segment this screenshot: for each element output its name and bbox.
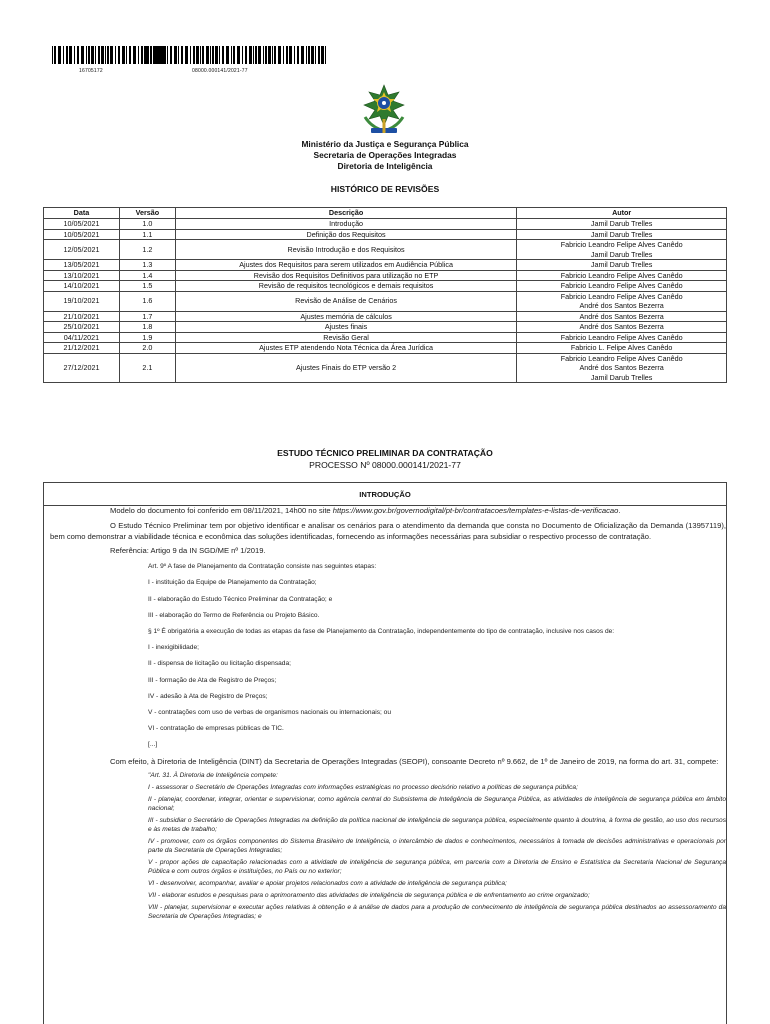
intro-text-end: . <box>618 506 621 515</box>
article-31-line: VI - desenvolver, acompanhar, avaliar e apoiar projetos relacionados com a atividade de inteligência de segurança pública; <box>148 880 507 888</box>
description-cell: Revisão Geral <box>175 332 516 343</box>
secretariat-name: Secretaria de Operações Integradas <box>313 150 457 160</box>
introduction-heading: INTRODUÇÃO <box>44 483 726 506</box>
table-row <box>44 240 727 260</box>
author-cell <box>517 240 727 260</box>
date-cell: 13/10/2021 <box>44 270 120 281</box>
revision-history-body <box>44 219 727 383</box>
author-name: André dos Santos Bezerra <box>579 311 664 321</box>
description-cell: Revisão Introdução e dos Requisitos <box>175 240 516 260</box>
article-31-line: "Art. 31. À Diretoria de Inteligência compete: <box>148 772 278 780</box>
author-cell <box>517 270 727 281</box>
author-cell <box>517 229 727 240</box>
table-row <box>44 291 727 311</box>
article-31-quote <box>50 771 726 921</box>
description-cell: Ajustes Finais do ETP versão 2 <box>175 353 516 382</box>
author-name: Jamil Darub Trelles <box>590 249 653 259</box>
date-cell: 19/10/2021 <box>44 291 120 311</box>
template-link[interactable]: https://www.gov.br/governodigital/pt-br/contratacoes/templates-e-listas-de-verificacao <box>332 506 619 515</box>
description-cell: Revisão de Análise de Cenários <box>175 291 516 311</box>
version-cell: 1.2 <box>119 240 175 260</box>
article-9-line: III - formação de Ata de Registro de Preços; <box>148 676 277 684</box>
version-cell: 1.4 <box>119 270 175 281</box>
ministry-name: Ministério da Justiça e Segurança Pública <box>301 139 469 149</box>
barcode-left-number: 16705172 <box>79 68 103 74</box>
table-row <box>44 260 727 271</box>
intro-paragraph-objective: O Estudo Técnico Preliminar tem por objetivo identificar e analisar os cenários para o atendimento da demanda que consta no Documento de Oficialização da Demanda (13957119), bem como demonstrar a viabilidade técnica e econômica das soluções identificadas, fornecendo as informações necessárias para subsidiar o respectivo processo de contratação. <box>50 520 726 541</box>
author-name: Jamil Darub Trelles <box>590 219 653 228</box>
article-9-line: IV - adesão à Ata de Registro de Preços; <box>148 692 268 700</box>
article-31-line: II - planejar, coordenar, integrar, orientar e supervisionar, como agência central do Subsistema de Inteligência de Segurança Pública, as atividades de inteligência de segurança pública em âmbito nacional; <box>148 796 726 813</box>
revision-history-table <box>43 207 727 383</box>
author-name: André dos Santos Bezerra <box>579 322 664 332</box>
version-cell: 1.3 <box>119 260 175 271</box>
date-cell: 10/05/2021 <box>44 229 120 240</box>
description-cell: Ajustes memória de cálculos <box>175 311 516 322</box>
history-title: HISTÓRICO DE REVISÕES <box>330 184 440 194</box>
article-31-line: IV - promover, com os órgãos componentes do Sistema Brasileiro de Inteligência, o intercâmbio de dados e conhecimentos, necessários à tomada de decisões administrativas e operacionais por parte da Secretaria de Operações Integradas; <box>148 838 726 855</box>
article-31-line: VII - elaborar estudos e pesquisas para o aprimoramento das atividades de inteligência de segurança pública e de enfrentamento ao crime organizado; <box>148 891 590 899</box>
article-9-line: III - elaboração do Termo de Referência ou Projeto Básico. <box>148 611 320 619</box>
introduction-body <box>50 506 726 924</box>
author-name: Fabricio Leandro Felipe Alves Canêdo <box>560 332 683 342</box>
author-cell <box>517 343 727 354</box>
date-cell: 14/10/2021 <box>44 281 120 292</box>
column-header: Autor <box>517 208 727 219</box>
table-row <box>44 270 727 281</box>
column-header: Versão <box>119 208 175 219</box>
article-9-line: § 1º É obrigatória a execução de todas as etapas da fase de Planejamento da Contratação, independentemente do tipo de contratação, inclusive nos casos de: <box>148 628 615 635</box>
description-cell: Introdução <box>175 219 516 230</box>
table-row <box>44 332 727 343</box>
article-31-line: I - assessorar o Secretário de Operações Integradas com informações estratégicas no processo decisório relativo a políticas de segurança pública; <box>148 784 578 792</box>
description-cell: Definição dos Requisitos <box>175 229 516 240</box>
article-31-line: VIII - planejar, supervisionar e executar ações relativas à obtenção e à análise de dados para a produção de conhecimento de inteligência de segurança pública destinados ao assessoramento da Secretaria de Operações Integradas; e <box>148 903 726 920</box>
author-cell <box>517 322 727 333</box>
date-cell: 12/05/2021 <box>44 240 120 260</box>
article-31-line: V - propor ações de capacitação relacionadas com a atividade de inteligência de segurança pública, em parceria com a Diretoria de Ensino e Estatística da Secretaria Nacional de Segurança Pública e com outros órgãos e instituições, no País ou no exterior; <box>148 859 726 876</box>
description-cell: Revisão dos Requisitos Definitivos para utilização no ETP <box>175 270 516 281</box>
article-9-line: Art. 9º A fase de Planejamento da Contratação consiste nas seguintes etapas: <box>148 563 377 571</box>
version-cell: 2.1 <box>119 353 175 382</box>
coat-of-arms-icon <box>359 83 409 137</box>
etp-title: ESTUDO TÉCNICO PRELIMINAR DA CONTRATAÇÃO <box>277 448 493 458</box>
article-9-line: II - elaboração do Estudo Técnico Preliminar da Contratação; e <box>148 595 333 603</box>
version-cell: 1.7 <box>119 311 175 322</box>
author-name: Fabricio Leandro Felipe Alves Canêdo <box>560 240 683 250</box>
article-9-line: [...] <box>148 741 158 749</box>
author-cell <box>517 353 727 382</box>
directorate-name: Diretoria de Inteligência <box>337 161 433 171</box>
author-cell <box>517 291 727 311</box>
table-row <box>44 219 727 230</box>
date-cell: 21/12/2021 <box>44 343 120 354</box>
article-9-line: I - inexigibilidade; <box>148 644 199 652</box>
author-cell <box>517 260 727 271</box>
table-row <box>44 353 727 382</box>
author-cell <box>517 281 727 292</box>
description-cell: Ajustes finais <box>175 322 516 333</box>
author-name: Fabricio Leandro Felipe Alves Canêdo <box>560 353 683 363</box>
date-cell: 10/05/2021 <box>44 219 120 230</box>
barcode-right <box>147 46 327 64</box>
table-row <box>44 343 727 354</box>
column-header: Descrição <box>175 208 516 219</box>
article-9-line: I - instituição da Equipe de Planejamento da Contratação; <box>148 579 317 587</box>
author-name: Jamil Darub Trelles <box>590 229 653 239</box>
etp-heading <box>0 447 770 471</box>
author-cell <box>517 311 727 322</box>
author-name: Fabricio L. Felipe Alves Canêdo <box>570 343 673 353</box>
author-name: Fabricio Leandro Felipe Alves Canêdo <box>560 291 683 301</box>
description-cell: Revisão de requisitos tecnológicos e demais requisitos <box>175 281 516 292</box>
table-row <box>44 229 727 240</box>
author-name: André dos Santos Bezerra <box>579 301 664 311</box>
intro-paragraph-dint: Com efeito, à Diretoria de Inteligência (DINT) da Secretaria de Operações Integradas (SEOPI), consoante Decreto nº 9.662, de 1º de Janeiro de 2019, na forma do art. 31, compete: <box>110 756 719 766</box>
version-cell: 1.5 <box>119 281 175 292</box>
barcode-area <box>52 46 312 78</box>
author-cell <box>517 332 727 343</box>
article-9-quote <box>50 562 726 750</box>
date-cell: 13/05/2021 <box>44 260 120 271</box>
author-name: Fabricio Leandro Felipe Alves Canêdo <box>560 281 683 291</box>
description-cell: Ajustes ETP atendendo Nota Técnica da Área Jurídica <box>175 343 516 354</box>
reference-line: Referência: Artigo 9 da IN SGD/ME nº 1/2019. <box>110 546 266 556</box>
date-cell: 04/11/2021 <box>44 332 120 343</box>
table-header-row <box>44 208 727 219</box>
author-name: Jamil Darub Trelles <box>590 260 653 269</box>
ministry-header <box>0 139 770 172</box>
article-9-line: II - dispensa de licitação ou licitação dispensada; <box>148 660 291 668</box>
article-9-line: VI - contratação de empresas públicas de TIC. <box>148 725 284 733</box>
article-9-line: V - contratações com uso de verbas de organismos nacionais ou internacionais; ou <box>148 709 392 717</box>
version-cell: 1.0 <box>119 219 175 230</box>
description-cell: Ajustes dos Requisitos para serem utilizados em Audiência Pública <box>175 260 516 271</box>
intro-text: Modelo do documento foi conferido em 08/11/2021, 14h00 no site <box>110 506 333 515</box>
table-row <box>44 311 727 322</box>
author-cell <box>517 219 727 230</box>
table-row <box>44 322 727 333</box>
author-name: Fabricio Leandro Felipe Alves Canêdo <box>560 270 683 280</box>
version-cell: 1.8 <box>119 322 175 333</box>
version-cell: 2.0 <box>119 343 175 354</box>
date-cell: 27/12/2021 <box>44 353 120 382</box>
version-cell: 1.9 <box>119 332 175 343</box>
article-31-line: III - subsidiar o Secretário de Operações Integradas na definição da política nacional de inteligência de segurança pública, especialmente quanto à doutrina, à forma de gestão, ao uso dos recursos e às metas de trabalho; <box>148 817 726 834</box>
author-name: André dos Santos Bezerra <box>579 363 664 373</box>
version-cell: 1.6 <box>119 291 175 311</box>
column-header: Data <box>44 208 120 219</box>
date-cell: 21/10/2021 <box>44 311 120 322</box>
author-name: Jamil Darub Trelles <box>590 372 653 382</box>
table-row <box>44 281 727 292</box>
intro-paragraph-model <box>50 506 726 517</box>
date-cell: 25/10/2021 <box>44 322 120 333</box>
process-number: PROCESSO Nº 08000.000141/2021-77 <box>309 460 461 470</box>
version-cell: 1.1 <box>119 229 175 240</box>
barcode-right-number: 08000.000141/2021-77 <box>192 68 248 74</box>
